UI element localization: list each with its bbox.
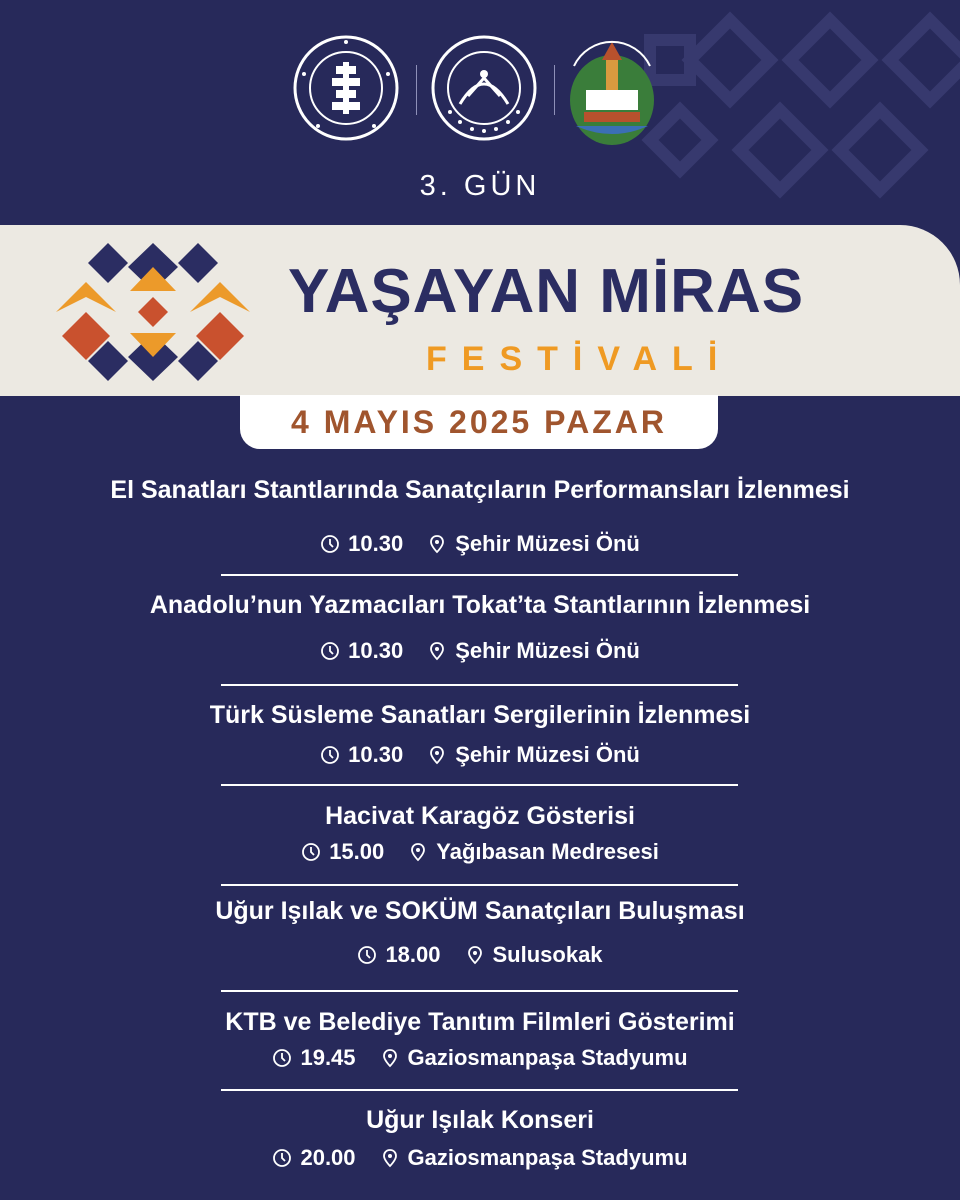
event-divider	[221, 684, 738, 686]
logo-separator	[416, 65, 417, 115]
event-location: Sulusokak	[492, 942, 603, 967]
event-divider	[221, 884, 738, 886]
location-pin-icon	[465, 945, 485, 965]
event-item	[0, 1106, 960, 1171]
location-pin-icon	[408, 842, 428, 862]
event-title: Uğur Işılak Konseri	[366, 1106, 594, 1134]
event-meta	[0, 839, 960, 865]
clock-icon	[272, 1048, 292, 1068]
festival-title: YAŞAYAN MİRAS	[288, 257, 805, 326]
event-item	[0, 802, 960, 865]
event-item	[0, 476, 960, 557]
clock-icon	[320, 745, 340, 765]
clock-icon	[301, 842, 321, 862]
event-title: KTB ve Belediye Tanıtım Filmleri Gösterimi	[225, 1008, 735, 1036]
municipality-logo	[566, 30, 658, 148]
event-item	[0, 701, 960, 768]
event-location: Şehir Müzesi Önü	[455, 638, 640, 663]
event-time: 19.45	[300, 1045, 356, 1070]
event-item	[0, 591, 960, 664]
location-pin-icon	[380, 1148, 400, 1168]
festival-motif-logo	[50, 237, 256, 387]
logo-separator	[554, 65, 555, 115]
location-pin-icon	[427, 745, 447, 765]
event-meta	[0, 1145, 960, 1171]
event-time: 10.30	[348, 742, 404, 767]
event-meta	[0, 531, 960, 557]
event-title: Hacivat Karagöz Gösterisi	[325, 802, 635, 830]
clock-icon	[357, 945, 377, 965]
event-location: Şehir Müzesi Önü	[455, 742, 640, 767]
event-location: Şehir Müzesi Önü	[455, 531, 640, 556]
event-title: Anadolu’nun Yazmacıları Tokat’ta Stantlarının İzlenmesi	[149, 591, 811, 619]
event-time: 18.00	[385, 942, 441, 967]
event-divider	[221, 784, 738, 786]
event-title: El Sanatları Stantlarında Sanatçıların Performansları İzlenmesi	[110, 476, 850, 504]
logo-row	[0, 30, 960, 160]
event-time: 20.00	[300, 1145, 356, 1170]
event-item	[0, 1008, 960, 1071]
event-meta	[0, 942, 960, 968]
event-title: Türk Süsleme Sanatları Sergilerinin İzlenmesi	[209, 701, 751, 729]
event-divider	[221, 990, 738, 992]
location-pin-icon	[427, 641, 447, 661]
event-time: 15.00	[329, 839, 385, 864]
event-divider	[221, 574, 738, 576]
event-time: 10.30	[348, 638, 404, 663]
event-location: Yağıbasan Medresesi	[436, 839, 659, 864]
event-meta	[0, 638, 960, 664]
clock-icon	[320, 534, 340, 554]
clock-icon	[272, 1148, 292, 1168]
event-time: 10.30	[348, 531, 404, 556]
clock-icon	[320, 641, 340, 661]
location-pin-icon	[380, 1048, 400, 1068]
festival-subtitle: FESTİVALİ	[426, 340, 733, 378]
event-title: Uğur Işılak ve SOKÜM Sanatçıları Buluşması	[215, 897, 745, 925]
event-meta	[0, 1045, 960, 1071]
event-item	[0, 897, 960, 968]
event-divider	[221, 1089, 738, 1091]
day-label: 3. GÜN	[419, 170, 541, 202]
governorship-seal-logo	[430, 34, 538, 142]
event-location: Gaziosmanpaşa Stadyumu	[407, 1145, 688, 1170]
event-location: Gaziosmanpaşa Stadyumu	[407, 1045, 688, 1070]
event-meta	[0, 742, 960, 768]
ministry-seal-logo	[292, 34, 400, 142]
location-pin-icon	[427, 534, 447, 554]
festival-date: 4 MAYIS 2025 PAZAR	[240, 395, 718, 449]
